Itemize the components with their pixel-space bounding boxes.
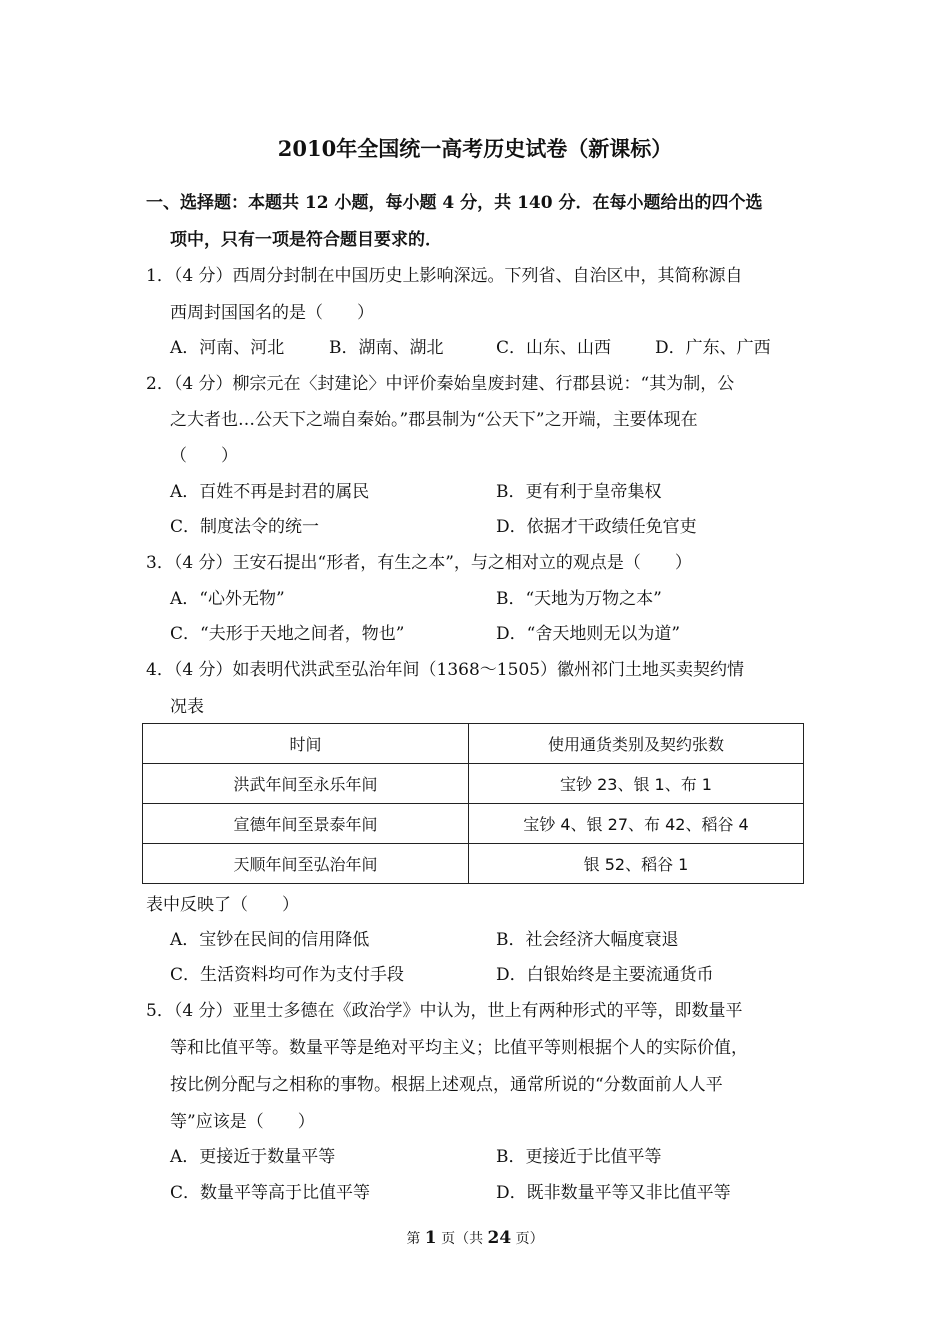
q1-option-c: C．山东、山西: [496, 338, 612, 358]
q3-option-c: C．“夫形于天地之间者，物也”: [170, 624, 405, 644]
q4-stem-line2: 况表: [170, 697, 204, 717]
q4-option-b: B．社会经济大幅度衰退: [496, 930, 679, 950]
table-header-cell: 时间: [143, 724, 469, 764]
page-title: 2010年全国统一高考历史试卷（新课标）: [277, 136, 673, 161]
q5-option-c: C．数量平等高于比值平等: [170, 1183, 371, 1203]
q2-option-d: D．依据才干政绩任免官吏: [496, 517, 697, 537]
q5-option-d: D．既非数量平等又非比值平等: [496, 1183, 731, 1203]
table-row: [143, 804, 804, 844]
footer-mid: 页（共: [441, 1231, 484, 1247]
page-footer: [0, 1228, 950, 1248]
table-header-cell: 使用通货类别及契约张数: [469, 724, 804, 764]
q3-option-b: B．“天地为万物之本”: [496, 589, 662, 609]
q2-stem-line2: 之大者也…公天下之端自秦始。”郡县制为“公天下”之开端，主要体现在: [170, 410, 698, 430]
q4-option-a: A．宝钞在民间的信用降低: [170, 930, 370, 950]
q4-option-d: D．白银始终是主要流通货币: [496, 965, 714, 985]
q5-stem-line4: 等”应该是（ ）: [170, 1112, 315, 1132]
q1-option-a: A．河南、河北: [170, 338, 285, 358]
table-cell: 天顺年间至弘治年间: [143, 844, 469, 884]
table-cell: 洪武年间至永乐年间: [143, 764, 469, 804]
q3-option-d: D．“舍天地则无以为道”: [496, 624, 681, 644]
q3-stem-line1: 3．（4 分）王安石提出“形者，有生之本”，与之相对立的观点是（ ）: [146, 553, 692, 573]
q4-option-c: C．生活资料均可作为支付手段: [170, 965, 405, 985]
q2-stem-line3: （ ）: [170, 446, 238, 466]
q5-option-b: B．更接近于比值平等: [496, 1147, 662, 1167]
q2-option-a: A．百姓不再是封君的属民: [170, 482, 370, 502]
q1-option-d: D．广东、广西: [655, 338, 771, 358]
footer-prefix: 第: [406, 1231, 421, 1247]
q5-option-a: A．更接近于数量平等: [170, 1147, 336, 1167]
q2-option-c: C．制度法令的统一: [170, 517, 320, 537]
table-row: [143, 764, 804, 804]
q5-stem-line2: 等和比值平等。数量平等是绝对平均主义；比值平等则根据个人的实际价值，: [170, 1038, 748, 1058]
footer-total-pages: 24: [487, 1228, 512, 1248]
q4-stem-line1: 4．（4 分）如表明代洪武至弘治年间（1368～1505）徽州祁门土地买卖契约情: [146, 660, 745, 680]
q5-stem-line3: 按比例分配与之相称的事物。根据上述观点，通常所说的“分数面前人人平: [170, 1075, 723, 1095]
q1-stem-line1: 1．（4 分）西周分封制在中国历史上影响深远。下列省、自治区中，其简称源自: [146, 266, 743, 286]
table-header-row: [143, 724, 804, 764]
q3-option-a: A．“心外无物”: [170, 589, 285, 609]
q1-option-b: B．湖南、湖北: [329, 338, 444, 358]
q4-contract-table: [142, 723, 804, 884]
q5-stem-line1: 5．（4 分）亚里士多德在《政治学》中认为，世上有两种形式的平等，即数量平: [146, 1001, 743, 1021]
table-cell: 宣德年间至景泰年间: [143, 804, 469, 844]
table-cell: 宝钞 4、银 27、布 42、稻谷 4: [469, 804, 804, 844]
footer-page-number: 1: [424, 1228, 437, 1248]
q2-option-b: B．更有利于皇帝集权: [496, 482, 662, 502]
section-heading-line1: 一、选择题：本题共 12 小题，每小题 4 分，共 140 分．在每小题给出的四个选: [146, 193, 763, 213]
section-heading-line2: 项中，只有一项是符合题目要求的．: [170, 230, 442, 250]
table-cell: 宝钞 23、银 1、布 1: [469, 764, 804, 804]
table-cell: 银 52、稻谷 1: [469, 844, 804, 884]
q2-stem-line1: 2．（4 分）柳宗元在〈封建论〉中评价秦始皇废封建、行郡县说：“其为制，公: [146, 374, 735, 394]
q1-stem-line2: 西周封国国名的是（ ）: [170, 303, 374, 323]
table-row: [143, 844, 804, 884]
q4-after-table: 表中反映了（ ）: [146, 895, 299, 915]
footer-suffix: 页）: [515, 1231, 544, 1247]
